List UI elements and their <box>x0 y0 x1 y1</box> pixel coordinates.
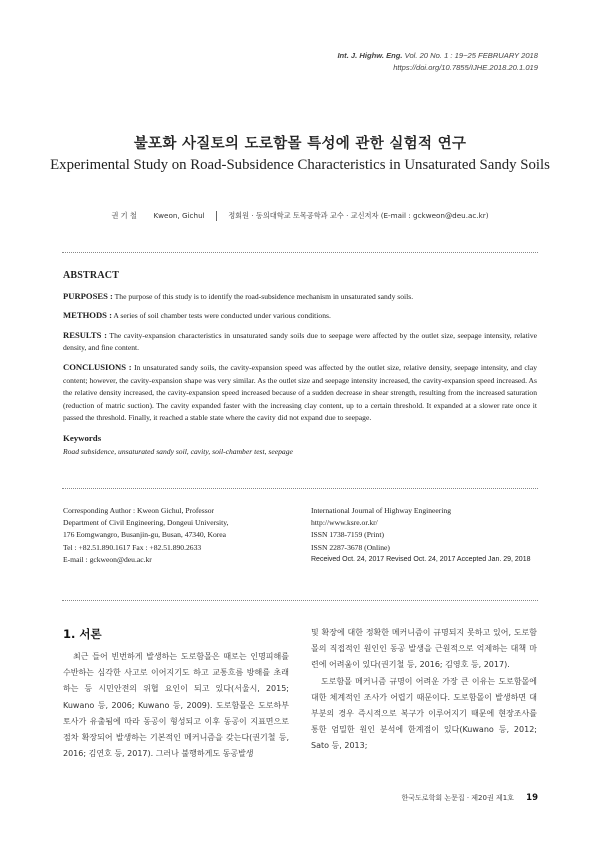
author-name-korean: 권 기 철 <box>111 211 137 220</box>
conclusions-text: In unsaturated sandy soils, the cavity-expansion speed was affected by the outlet size, relative density, seepage intensity, and clay content; however, the cavity-expansion shape was very similar. As the outlet size and seepage intensity increased, the cavity-expansion speed increased. As the relative density increased, the cavity-expansion speed increased because of a sudden decrease in shear strength, resulting from the increased saturation (reduction of matric suction). The cavity expanded faster with the increasing clay content, up to a certain threshold. It expanded at a slower rate once it passed the threshold. Finally, it reached a stable state where the cavity did not expand due to seepage. <box>63 362 537 423</box>
purposes-text: The purpose of this study is to identify the road-subsidence mechanism in unsaturated sandy soils. <box>112 291 414 301</box>
abstract-section <box>63 270 537 458</box>
body-paragraph: 도로함몰 메커니즘 규명이 어려운 가장 큰 이유는 도로함몰에 대한 체계적인 조사가 어렵기 때문이다. 도로함몰이 발생하면 대부분의 경우 즉시적으로 복구가 이루어지기 때문에 현장조사를 통한 엄밀한 원인 분석에 한계점이 있다(Kuwano 등, 2012; Sato 등, 2013; <box>311 676 537 751</box>
section-heading: 1. 서론 <box>63 627 102 641</box>
body-paragraph: 및 확장에 대한 정확한 메커니즘이 규명되지 못하고 있어, 도로함몰의 직접적인 원인인 동공 발생을 근원적으로 억제하는 대책 마련에 어려움이 있다(권기철 등, 2016; 김영호 등, 2017). <box>311 628 537 670</box>
abstract-heading: ABSTRACT <box>63 270 120 281</box>
page-footer <box>402 793 538 803</box>
author-name-english: Kweon, Gichul <box>153 211 205 220</box>
results-text: The cavity-expansion characteristics in unsaturated sandy soils due to seepage were affected by the outlet size, seepage intensity, relative density, and fine content. <box>63 330 537 353</box>
author-separator <box>216 211 217 221</box>
title-korean: 불포화 사질토의 도로함몰 특성에 관한 실험적 연구 <box>133 136 467 152</box>
journal-citation: Vol. 20 No. 1 : 19~25 FEBRUARY 2018 <box>404 51 538 60</box>
purposes-label: PURPOSES : <box>63 290 113 301</box>
divider-top <box>62 252 538 253</box>
corr-line: Department of Civil Engineering, Dongeui University, <box>63 518 229 528</box>
body-column-right <box>311 625 537 755</box>
corr-line: 176 Eomgwangro, Busanjin-gu, Busan, 47340, Korea <box>63 530 227 540</box>
corr-line: Corresponding Author : Kweon Gichul, Professor <box>63 506 215 515</box>
corr-line: Tel : +82.51.890.1617 Fax : +82.51.890.2633 <box>63 542 202 552</box>
corresponding-author-block <box>63 505 303 566</box>
received-dates: Received Oct. 24, 2017 Revised Oct. 24, 2017 Accepted Jan. 29, 2018 <box>311 555 531 563</box>
footer-journal: 한국도로학회 논문집 · 제20권 제1호 <box>401 794 514 802</box>
conclusions-label: CONCLUSIONS : <box>63 361 132 372</box>
journal-url[interactable]: http://www.ksre.or.kr/ <box>311 518 378 528</box>
abstract-results <box>63 329 537 355</box>
issn-online: ISSN 2287-3678 (Online) <box>311 542 390 552</box>
page-number: 19 <box>526 793 538 803</box>
divider-bottom <box>62 600 538 601</box>
body-paragraph: 최근 들어 빈번하게 발생하는 도로함몰은 때로는 인명피해를 수반하는 심각한 사고로 이어지기도 하고 교통흐름 방해를 초래하는 등 시민안전의 위협 요인이 되고 있다(서울시, 2015; Kuwano 등, 2006; Kuwano 등, 2009). 도로함몰은 도로하부 토사가 유출됨에 따라 동공이 형성되고 이후 동공이 지표면으로 점차 확장되어 발생하는 기본적인 메커니즘을 갖는다(권기철 등, 2016; 김연호 등, 2017). 그러나 불행하게도 동공발생 <box>63 652 289 759</box>
abstract-methods <box>63 309 537 323</box>
abstract-conclusions <box>63 361 537 425</box>
results-label: RESULTS : <box>63 329 108 340</box>
journal-header <box>337 50 538 74</box>
keywords-text: Road subsidence, unsaturated sandy soil, cavity, soil-chamber test, seepage <box>63 446 293 456</box>
divider-middle <box>62 488 538 489</box>
author-line <box>0 211 600 221</box>
journal-doi[interactable]: https://doi.org/10.7855/IJHE.2018.20.1.019 <box>393 63 538 72</box>
title-english: Experimental Study on Road-Subsidence Characteristics in Unsaturated Sandy Soils <box>50 157 550 173</box>
keywords-heading: Keywords <box>63 432 102 443</box>
journal-info-block <box>311 505 551 566</box>
issn-print: ISSN 1738-7159 (Print) <box>311 530 384 540</box>
journal-name: Int. J. Highw. Eng. <box>337 51 403 60</box>
abstract-purposes <box>63 290 537 304</box>
author-affiliation: 정회원 · 동의대학교 토목공학과 교수 · 교신저자 (E-mail : gckweon@deu.ac.kr) <box>228 211 489 220</box>
methods-label: METHODS : <box>63 310 112 321</box>
body-column-left <box>63 625 289 762</box>
journal-info-line: International Journal of Highway Engineering <box>311 506 452 515</box>
methods-text: A series of soil chamber tests were conducted under various conditions. <box>111 311 331 321</box>
corr-email: E-mail : gckweon@deu.ac.kr <box>63 554 152 564</box>
